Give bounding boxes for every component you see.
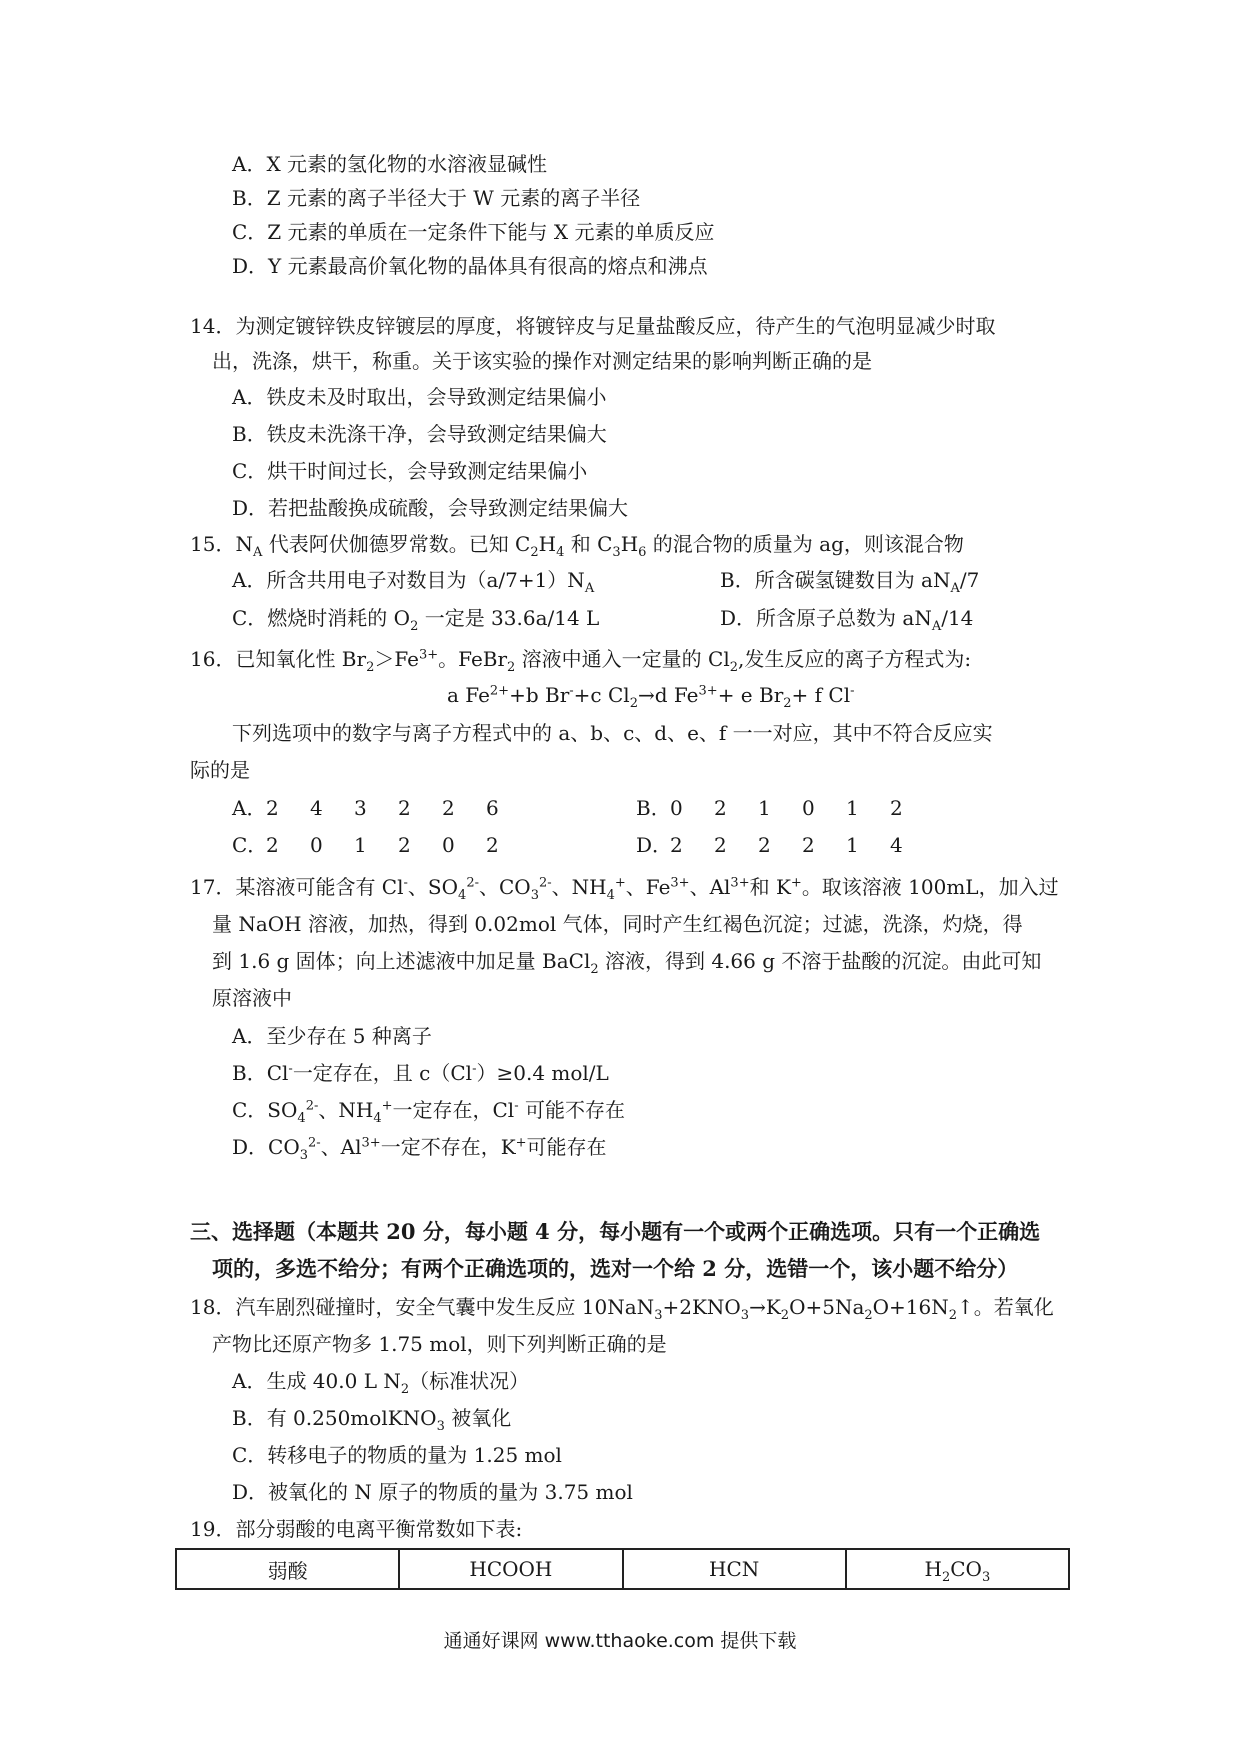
- q15-option-c: C．燃烧时消耗的 $O_2$ 一定是 33.6a/14 L: [232, 606, 600, 634]
- q14-option-c: C．烘干时间过长，会导致测定结果偏小: [232, 459, 588, 483]
- q18-option-c: C．转移电子的物质的量为 1.25 mol: [232, 1443, 562, 1467]
- q17-option-d: D．$CO_3^{2-}$、$Al^{3+}$一定不存在，K+可能存在: [232, 1135, 607, 1163]
- q14-stem-line1: 14．为测定镀锌铁皮锌镀层的厚度，将镀锌皮与足量盐酸反应，待产生的气泡明显减少时取: [190, 314, 996, 338]
- q16-option-b: B．0 2 1 0 1 2: [636, 796, 903, 820]
- table-header-cell: $H_2CO_3$: [846, 1549, 1069, 1589]
- table-header-cell: 弱酸: [176, 1549, 399, 1589]
- q18-option-a: A．生成 40.0 L $N_2$（标准状况）: [232, 1369, 530, 1397]
- q14-option-d: D．若把盐酸换成硫酸，会导致测定结果偏大: [232, 496, 629, 520]
- table-row: [176, 1549, 1069, 1589]
- q17-option-a: A．至少存在 5 种离子: [232, 1024, 432, 1048]
- q18-option-b: B．有 0.250molKNO$_3$ 被氧化: [232, 1406, 512, 1434]
- q15-option-d: D．所含原子总数为 $aN_A/14$: [720, 606, 974, 634]
- q16-equation: a $Fe^{2+}+b$ Br-+c $Cl_2\to d$ $Fe^{3+}+ e$ $Br_2+ f$ Cl-: [447, 683, 855, 711]
- q16-option-d: D．2 2 2 2 1 4: [636, 833, 903, 857]
- q14-stem-line2: 出，洗涤，烘干，称重。关于该实验的操作对测定结果的影响判断正确的是: [212, 349, 872, 373]
- q13-option-d: D．Y 元素最高价氧化物的晶体具有很高的熔点和沸点: [232, 254, 708, 278]
- q17-stem-line4: 原溶液中: [212, 986, 292, 1010]
- q18-option-d: D．被氧化的 N 原子的物质的量为 3.75 mol: [232, 1480, 633, 1504]
- q14-option-a: A．铁皮未及时取出，会导致测定结果偏小: [232, 385, 607, 409]
- table-header-cell: HCOOH: [399, 1549, 622, 1589]
- q17-option-b: B．Cl-一定存在，且 c（Cl-）≥0.4 mol/L: [232, 1061, 609, 1085]
- q15-stem: 15．$N_A$ 代表阿伏伽德罗常数。已知 $C_2H_4$ 和 $C_3H_6$ 的混合物的质量为 ag，则该混合物: [190, 532, 964, 560]
- q15-option-b: B．所含碳氢键数目为 $aN_A/7$: [720, 568, 980, 596]
- q19-stem: 19．部分弱酸的电离平衡常数如下表:: [190, 1517, 523, 1541]
- q18-stem-line2: 产物比还原产物多 1.75 mol，则下列判断正确的是: [212, 1332, 667, 1356]
- q16-stem-line3: 下列选项中的数字与离子方程式中的 a、b、c、d、e、f 一一对应，其中不符合反应实: [232, 721, 993, 745]
- q14-option-b: B．铁皮未洗涤干净，会导致测定结果偏大: [232, 422, 607, 446]
- q13-option-a: A．X 元素的氢化物的水溶液显碱性: [232, 152, 548, 176]
- q16-stem: 16．已知氧化性 $Br_2>Fe^{3+}$。FeBr$_2$ 溶液中通入一定量的 $Cl_2$,发生反应的离子方程式为:: [190, 647, 972, 675]
- q16-stem-line4: 际的是: [190, 758, 250, 782]
- q17-stem-line1: 17．某溶液可能含有 Cl-、$SO_4^{2-}$、$CO_3^{2-}$、$NH_4^+$、$Fe^{3+}$、$Al^{3+}$和 K+。取该溶液 100mL，加入过: [190, 875, 1059, 903]
- table-header-cell: HCN: [623, 1549, 846, 1589]
- q18-stem-line1: 18．汽车剧烈碰撞时，安全气囊中发生反应 $10NaN_3+2KNO_3\to K_2O+5Na_2O+16N_2↑$。若氧化: [190, 1295, 1054, 1323]
- section-heading-line1: 三、选择题（本题共 20 分，每小题 4 分，每小题有一个或两个正确选项。只有一个正确选: [190, 1219, 1041, 1244]
- q17-stem-line3: 到 1.6 g 固体；向上述滤液中加足量 BaCl$_2$ 溶液，得到 4.66 g 不溶于盐酸的沉淀。由此可知: [212, 949, 1042, 977]
- q16-option-a: A．2 4 3 2 2 6: [232, 796, 499, 820]
- q15-option-a: A．所含共用电子对数目为$(a/7+1)N_A$: [232, 568, 595, 596]
- q13-option-b: B．Z 元素的离子半径大于 W 元素的离子半径: [232, 186, 641, 210]
- q17-stem-line2: 量 NaOH 溶液，加热，得到 0.02mol 气体，同时产生红褐色沉淀；过滤，洗涤，灼烧，得: [212, 912, 1023, 936]
- q13-option-c: C．Z 元素的单质在一定条件下能与 X 元素的单质反应: [232, 220, 715, 244]
- weak-acid-table: [175, 1548, 1070, 1590]
- q16-option-c: C．2 0 1 2 0 2: [232, 833, 499, 857]
- section-heading-line2: 项的，多选不给分；有两个正确选项的，选对一个给 2 分，选错一个，该小题不给分）: [212, 1256, 1019, 1281]
- page-footer: 通通好课网 www.tthaoke.com 提供下载: [443, 1630, 797, 1652]
- q17-option-c: C．$SO_4^{2-}$、$NH_4^+$一定存在，Cl- 可能不存在: [232, 1098, 625, 1126]
